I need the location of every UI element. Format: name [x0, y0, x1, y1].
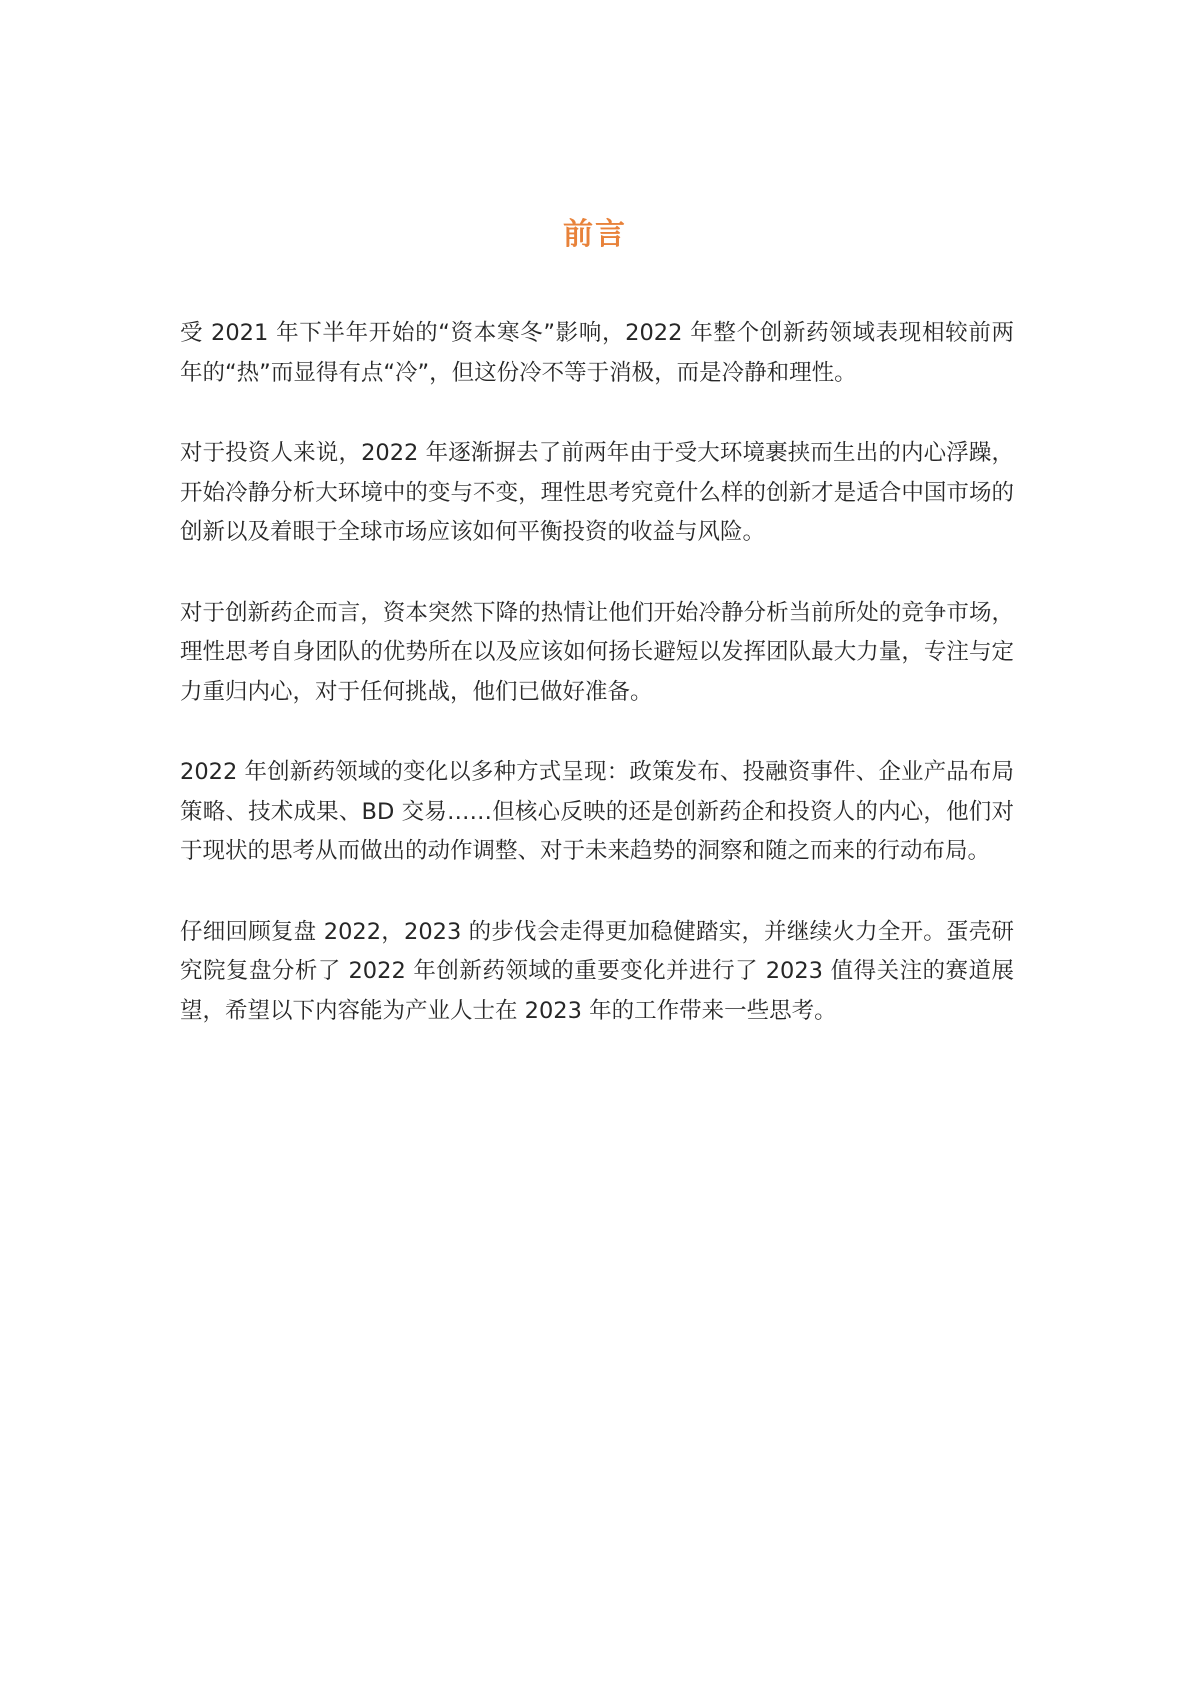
body-text: [180, 314, 1014, 1072]
paragraph-3: 对于创新药企而言，资本突然下降的热情让他们开始冷静分析当前所处的竞争市场，理性思考自身团队的优势所在以及应该如何扬长避短以发挥团队最大力量，专注与定力重归内心，对于任何挑战，他们已做好准备。: [180, 599, 1014, 705]
paragraph-2: 对于投资人来说，2022 年逐渐摒去了前两年由于受大环境裹挟而生出的内心浮躁，开始冷静分析大环境中的变与不变，理性思考究竟什么样的创新才是适合中国市场的创新以及着眼于全球市场应该如何平衡投资的收益与风险。: [180, 440, 1014, 545]
paragraph-4: 2022 年创新药领域的变化以多种方式呈现：政策发布、投融资事件、企业产品布局策略、技术成果、BD 交易……但核心反映的还是创新药企和投资人的内心，他们对于现状的思考从而做出的动作调整、对于未来趋势的洞察和随之而来的行动布局。: [180, 759, 1014, 864]
page-title: 前言: [563, 217, 627, 252]
paragraph-1: 受 2021 年下半年开始的“资本寒冬”影响，2022 年整个创新药领域表现相较前两年的“热”而显得有点“冷”，但这份冷不等于消极，而是冷静和理性。: [180, 320, 1014, 386]
paragraph-5: 仔细回顾复盘 2022，2023 的步伐会走得更加稳健踏实，并继续火力全开。蛋壳研究院复盘分析了 2022 年创新药领域的重要变化并进行了 2023 值得关注的赛道展望，希望以下内容能为产业人士在 2023 年的工作带来一些思考。: [180, 918, 1014, 1024]
